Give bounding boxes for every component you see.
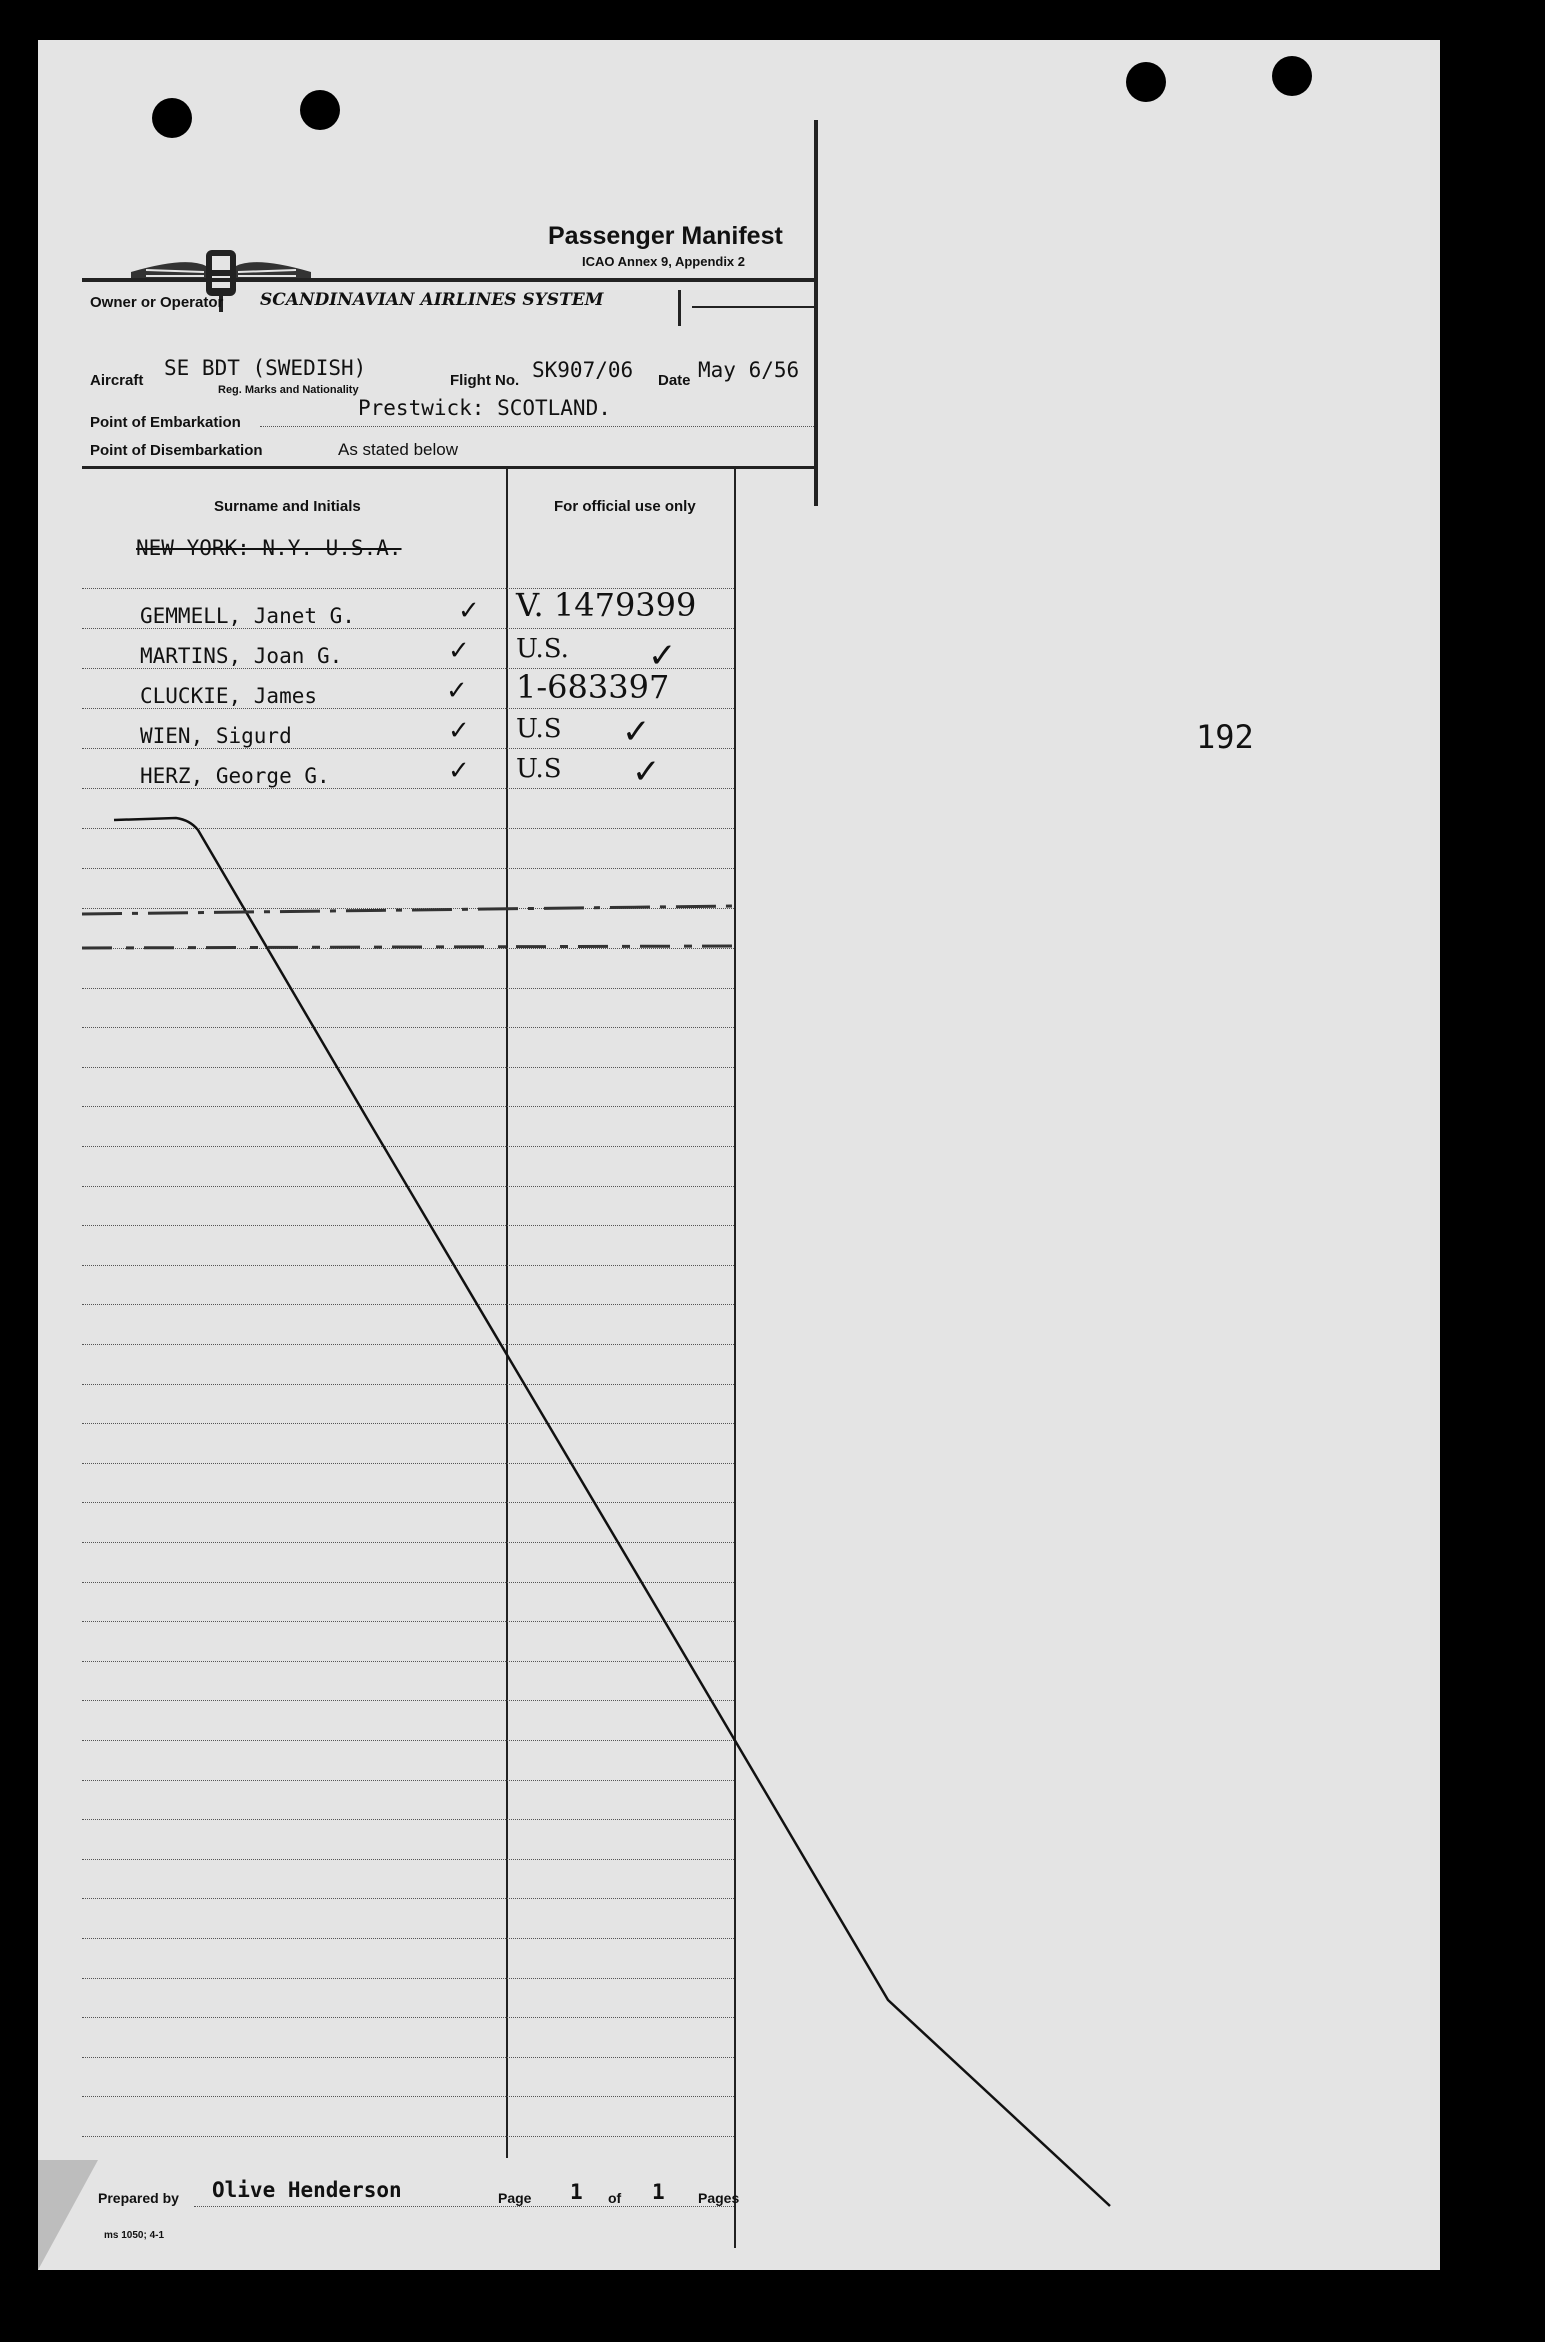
passenger-name: MARTINS, Joan G. [140, 644, 343, 668]
aircraft-label: Aircraft [90, 372, 144, 389]
form-code: ms 1050; 4-1 [104, 2230, 165, 2241]
prepared-by-value: Olive Henderson [212, 2178, 402, 2202]
prepared-by-label: Prepared by [98, 2190, 179, 2206]
date-label: Date [658, 372, 691, 389]
reg-marks-label: Reg. Marks and Nationality [218, 384, 359, 396]
page-label: Page [498, 2190, 532, 2206]
passenger-name: WIEN, Sigurd [140, 724, 292, 748]
official-entry: U.S [516, 714, 562, 744]
prepared-line [194, 2206, 734, 2207]
date-value: May 6/56 [698, 358, 800, 382]
official-entry: U.S [516, 754, 562, 784]
owner-label: Owner or Operator [90, 294, 224, 311]
passenger-name: HERZ, George G. [140, 764, 330, 788]
official-column-header: For official use only [554, 498, 696, 515]
form-title: Passenger Manifest [548, 222, 783, 250]
passenger-name: GEMMELL, Janet G. [140, 604, 355, 628]
check-mark-icon: ✓ [622, 712, 651, 752]
check-mark-icon: ✓ [448, 716, 470, 746]
manifest-sheet [38, 40, 1440, 2270]
cancel-strike-line [38, 40, 1440, 2270]
check-mark-icon: ✓ [632, 752, 661, 792]
owner-value: SCANDINAVIAN AIRLINES SYSTEM [260, 290, 604, 310]
check-mark-icon: ✓ [448, 636, 470, 666]
page-total: 1 [652, 2180, 665, 2204]
check-mark-icon: ✓ [448, 756, 470, 786]
folded-corner [38, 2160, 98, 2270]
official-entry: U.S. [516, 634, 569, 664]
flight-value: SK907/06 [532, 358, 634, 382]
official-entry: V. 1479399 [516, 586, 697, 624]
destination-heading: NEW YORK: N.Y. U.S.A. [136, 536, 402, 560]
surname-column-header: Surname and Initials [214, 498, 361, 515]
passenger-name: CLUCKIE, James [140, 684, 318, 708]
embarkation-label: Point of Embarkation [90, 414, 241, 431]
check-mark-icon: ✓ [648, 636, 677, 676]
check-mark-icon: ✓ [458, 596, 480, 626]
page-number: 1 [570, 2180, 583, 2204]
disembarkation-label: Point of Disembarkation [90, 442, 263, 459]
aircraft-value: SE BDT (SWEDISH) [164, 356, 367, 380]
check-mark-icon: ✓ [446, 676, 468, 706]
flight-label: Flight No. [450, 372, 520, 389]
pages-label: Pages [698, 2190, 740, 2206]
disembarkation-value: As stated below [338, 440, 459, 459]
embarkation-value: Prestwick: SCOTLAND. [358, 396, 611, 420]
form-subtitle: ICAO Annex 9, Appendix 2 [582, 254, 746, 269]
official-entry: 1-683397 [516, 668, 670, 706]
stamp-number: 192 [1196, 718, 1254, 756]
of-label: of [608, 2190, 622, 2206]
